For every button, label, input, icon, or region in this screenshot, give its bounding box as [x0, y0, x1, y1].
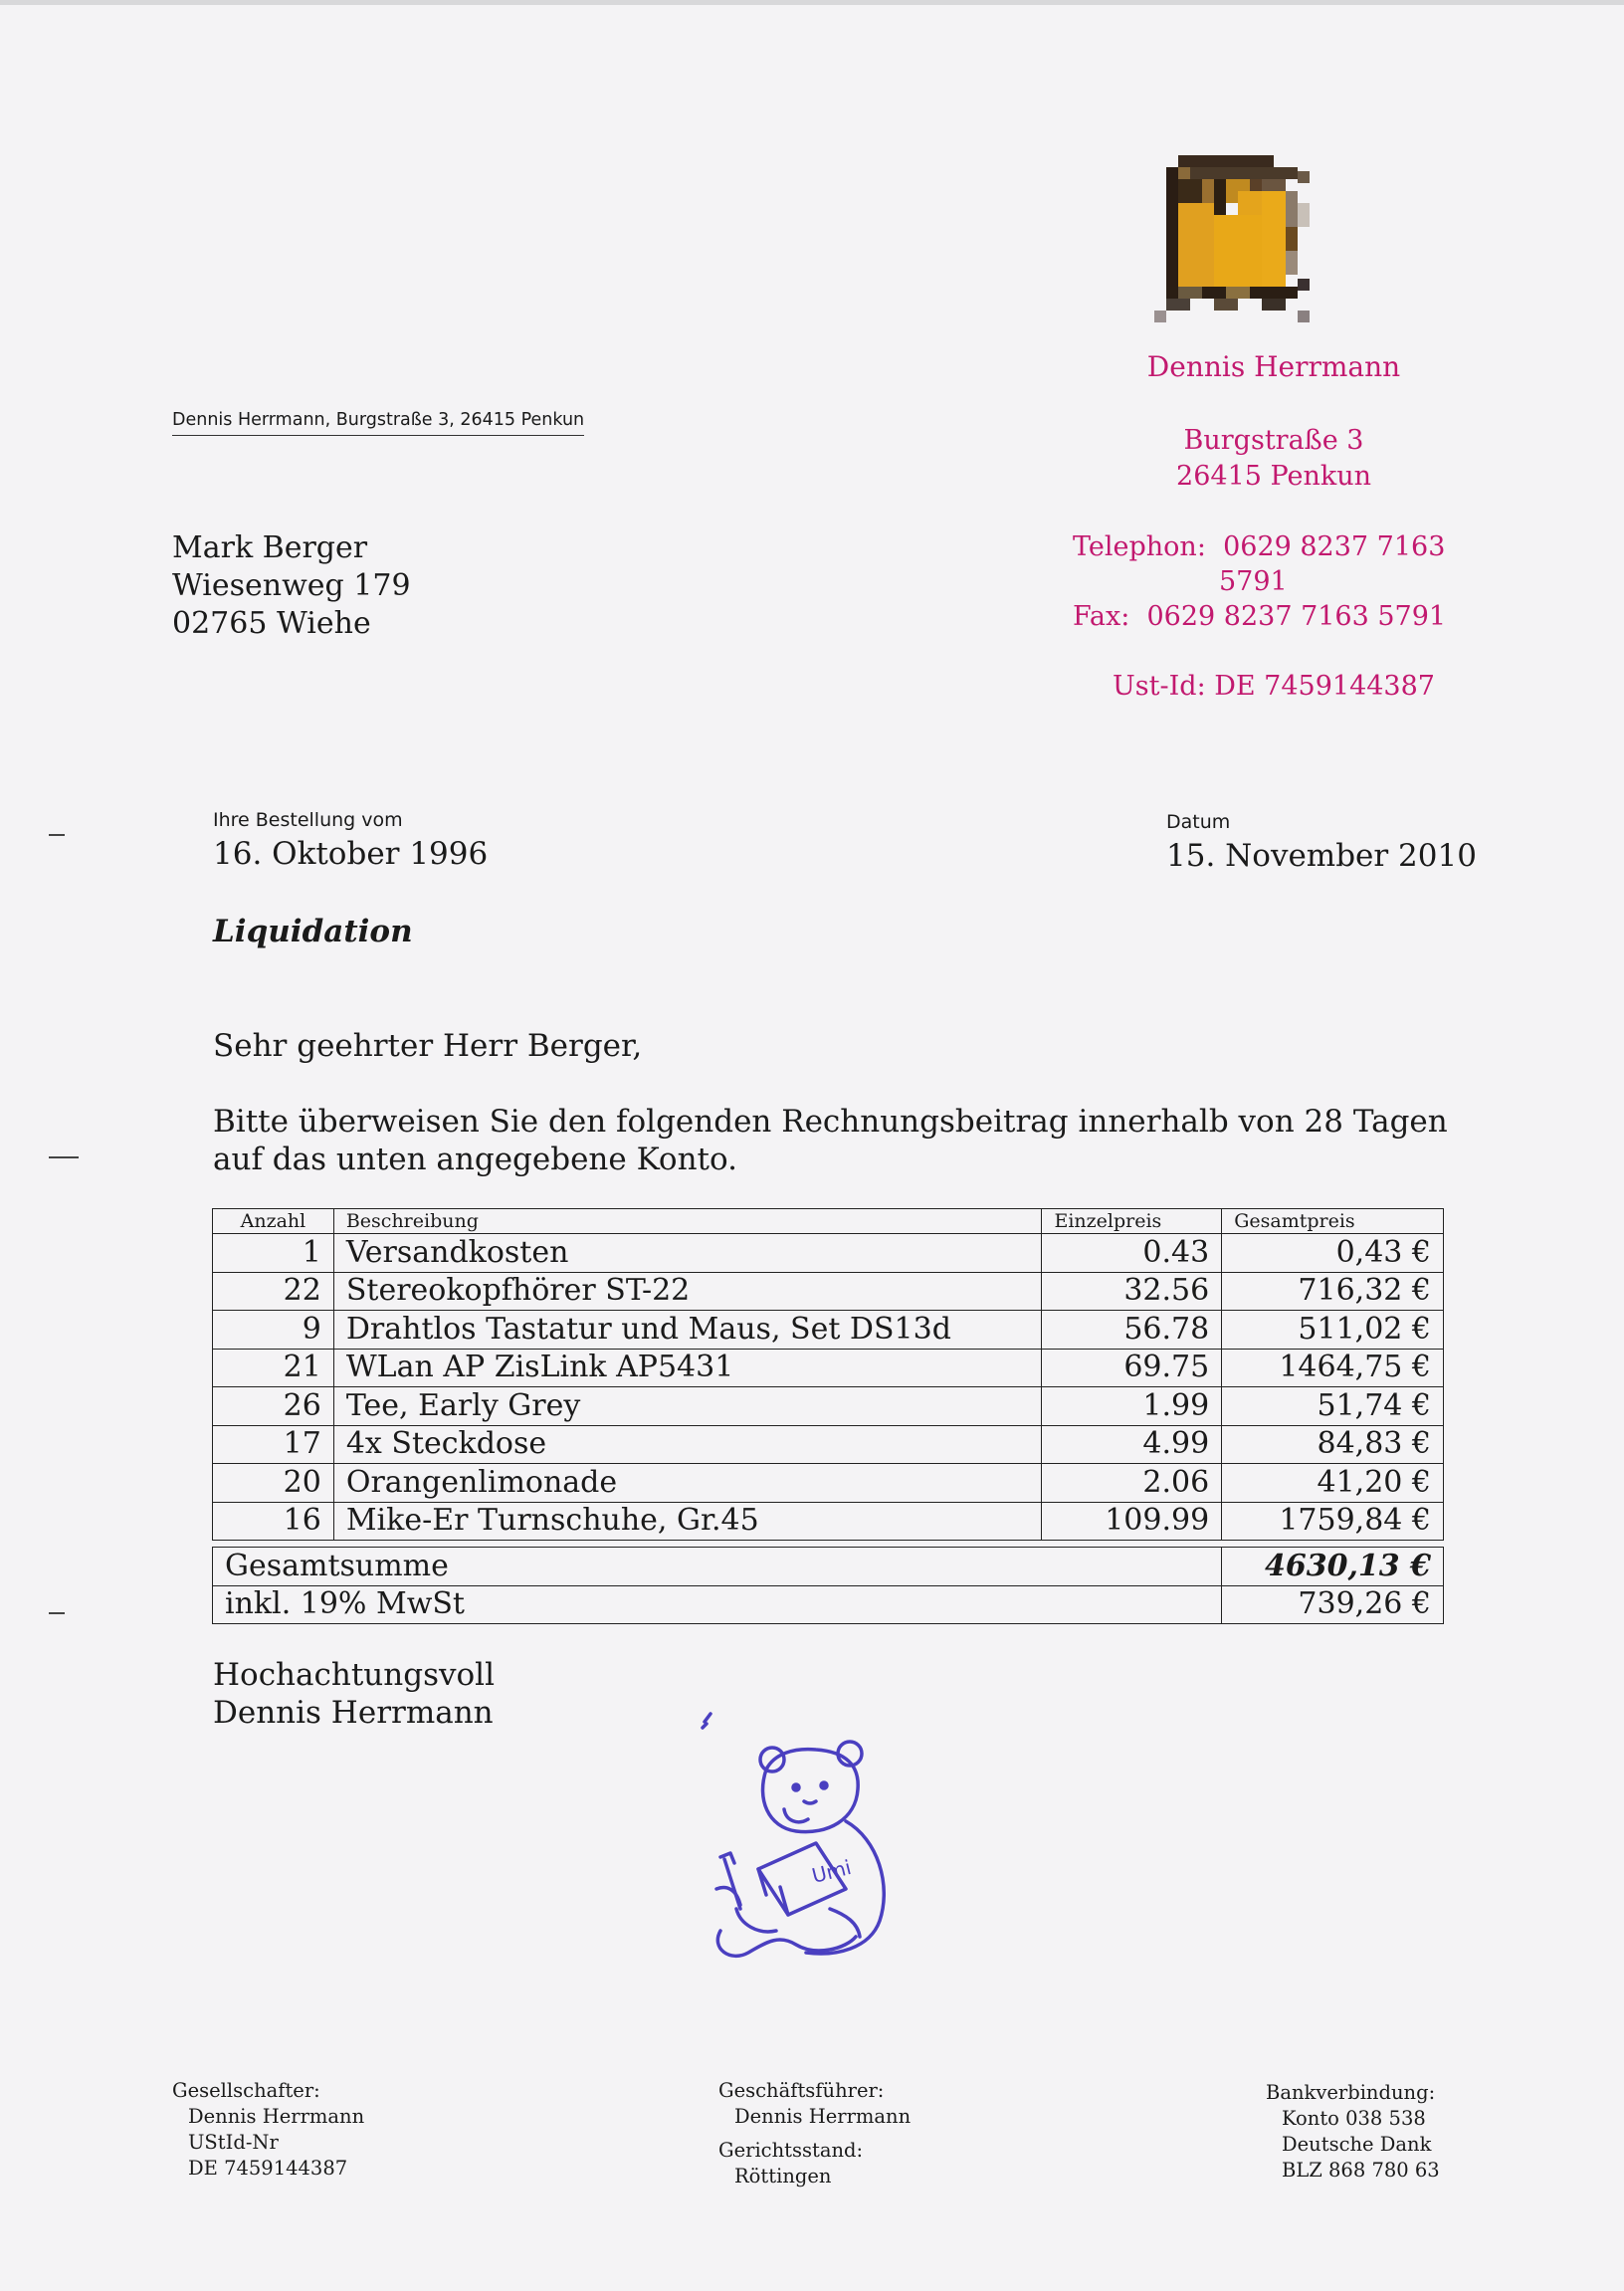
recipient-street: Wiesenweg 179: [172, 568, 411, 603]
summary-table: [212, 1547, 1444, 1624]
row-total-price: 716,32 €: [1222, 1272, 1444, 1311]
table-row: [213, 1311, 1444, 1350]
row-description: Versandkosten: [333, 1234, 1042, 1273]
footer-manager-name: Dennis Herrmann: [734, 2105, 912, 2128]
body-line-2: auf das unten angegebene Konto.: [213, 1142, 737, 1177]
body-line-1: Bitte überweisen Sie den folgenden Rechnungsbeitrag innerhalb von 28 Tagen: [213, 1104, 1448, 1140]
footer-ustid-label: UStId-Nr: [188, 2131, 279, 2154]
row-unit-price: 32.56: [1042, 1272, 1222, 1311]
row-unit-price: 1.99: [1042, 1387, 1222, 1426]
body-text: [213, 1103, 1448, 1178]
punch-mark: [49, 1156, 79, 1158]
row-description: Orangenlimonade: [333, 1464, 1042, 1503]
letterhead-phone-cont: 5791: [1219, 566, 1288, 597]
footer-partners: [172, 2078, 364, 2182]
row-unit-price: 109.99: [1042, 1502, 1222, 1541]
row-total-price: 51,74 €: [1222, 1387, 1444, 1426]
letterhead-address: [1035, 423, 1513, 495]
order-date: 16. Oktober 1996: [213, 836, 489, 872]
vat-value: 739,26 €: [1222, 1585, 1444, 1624]
sender-return-line: Dennis Herrmann, Burgstraße 3, 26415 Penkun: [172, 410, 584, 436]
footer-bank-name: Deutsche Dank: [1282, 2133, 1432, 2156]
row-description: WLan AP ZisLink AP5431: [333, 1349, 1042, 1387]
table-row: [213, 1234, 1444, 1273]
vat-row: [213, 1585, 1444, 1624]
row-unit-price: 56.78: [1042, 1311, 1222, 1350]
row-unit-price: 4.99: [1042, 1425, 1222, 1464]
recipient-name: Mark Berger: [172, 530, 368, 565]
invoice-table: [212, 1208, 1444, 1541]
row-description: 4x Steckdose: [333, 1425, 1042, 1464]
row-quantity: 9: [213, 1311, 334, 1350]
row-total-price: 1759,84 €: [1222, 1502, 1444, 1541]
row-description: Tee, Early Grey: [333, 1387, 1042, 1426]
table-row: [213, 1349, 1444, 1387]
date-label: Datum: [1166, 811, 1231, 833]
row-quantity: 17: [213, 1425, 334, 1464]
subject: Liquidation: [213, 914, 413, 949]
footer-management-title: Geschäftsführer:: [718, 2079, 885, 2102]
table-row: [213, 1272, 1444, 1311]
footer-court-value: Röttingen: [734, 2165, 832, 2187]
fold-mark-top: [49, 834, 65, 836]
table-row: [213, 1502, 1444, 1541]
letterhead-name: Dennis Herrmann: [1146, 350, 1401, 383]
row-unit-price: 2.06: [1042, 1464, 1222, 1503]
header-description: Beschreibung: [333, 1209, 1042, 1234]
table-row: [213, 1425, 1444, 1464]
total-value: 4630,13 €: [1222, 1548, 1444, 1586]
row-total-price: 41,20 €: [1222, 1464, 1444, 1503]
row-quantity: 16: [213, 1502, 334, 1541]
row-description: Stereokopfhörer ST-22: [333, 1272, 1042, 1311]
fold-mark-bottom: [49, 1612, 65, 1614]
footer-management: [718, 2078, 911, 2189]
bear-stamp: [697, 1710, 906, 1969]
table-row: [213, 1464, 1444, 1503]
footer-bank-blz: BLZ 868 780 63: [1282, 2159, 1440, 2182]
letterhead-city: 26415 Penkun: [1176, 461, 1371, 492]
row-quantity: 22: [213, 1272, 334, 1311]
recipient-city: 02765 Wiehe: [172, 606, 371, 641]
footer-partners-title: Gesellschafter:: [172, 2079, 320, 2102]
footer-court-title: Gerichtsstand:: [718, 2139, 864, 2162]
letterhead-phone: Telephon: 0629 8237 7163: [1073, 531, 1446, 562]
signature-name: Dennis Herrmann: [213, 1695, 494, 1731]
letterhead-street: Burgstraße 3: [1183, 425, 1364, 456]
table-header-row: [213, 1209, 1444, 1234]
header-quantity: Anzahl: [213, 1209, 334, 1234]
recipient-address: [172, 529, 411, 643]
row-total-price: 511,02 €: [1222, 1311, 1444, 1350]
table-row: [213, 1387, 1444, 1426]
footer-bank-account: Konto 038 538: [1282, 2107, 1426, 2130]
row-quantity: 26: [213, 1387, 334, 1426]
footer-partner-name: Dennis Herrmann: [188, 2105, 365, 2128]
row-unit-price: 0.43: [1042, 1234, 1222, 1273]
salutation: Sehr geehrter Herr Berger,: [213, 1028, 643, 1064]
row-quantity: 21: [213, 1349, 334, 1387]
total-row: [213, 1548, 1444, 1586]
row-total-price: 84,83 €: [1222, 1425, 1444, 1464]
footer-bank-title: Bankverbindung:: [1266, 2081, 1436, 2104]
closing: [213, 1656, 495, 1732]
company-logo: [1154, 147, 1353, 346]
row-description: Mike-Er Turnschuhe, Gr.45: [333, 1502, 1042, 1541]
letterhead-fax: Fax: 0629 8237 7163 5791: [1073, 601, 1447, 632]
page-top-edge: [0, 0, 1624, 5]
letterhead-contact: [1073, 529, 1446, 634]
closing-line: Hochachtungsvoll: [213, 1657, 495, 1693]
letterhead-ustid: Ust-Id: DE 7459144387: [1113, 671, 1435, 702]
row-description: Drahtlos Tastatur und Maus, Set DS13d: [333, 1311, 1042, 1350]
row-quantity: 1: [213, 1234, 334, 1273]
stamp-text: Umi: [809, 1854, 854, 1888]
header-unit-price: Einzelpreis: [1042, 1209, 1222, 1234]
header-total-price: Gesamtpreis: [1222, 1209, 1444, 1234]
footer-bank: [1266, 2080, 1440, 2184]
order-date-label: Ihre Bestellung vom: [213, 809, 403, 831]
row-quantity: 20: [213, 1464, 334, 1503]
row-total-price: 1464,75 €: [1222, 1349, 1444, 1387]
total-label: Gesamtsumme: [213, 1548, 1222, 1586]
letter-date: 15. November 2010: [1166, 838, 1477, 874]
row-unit-price: 69.75: [1042, 1349, 1222, 1387]
footer-ustid-value: DE 7459144387: [188, 2157, 348, 2180]
vat-label: inkl. 19% MwSt: [213, 1585, 1222, 1624]
row-total-price: 0,43 €: [1222, 1234, 1444, 1273]
